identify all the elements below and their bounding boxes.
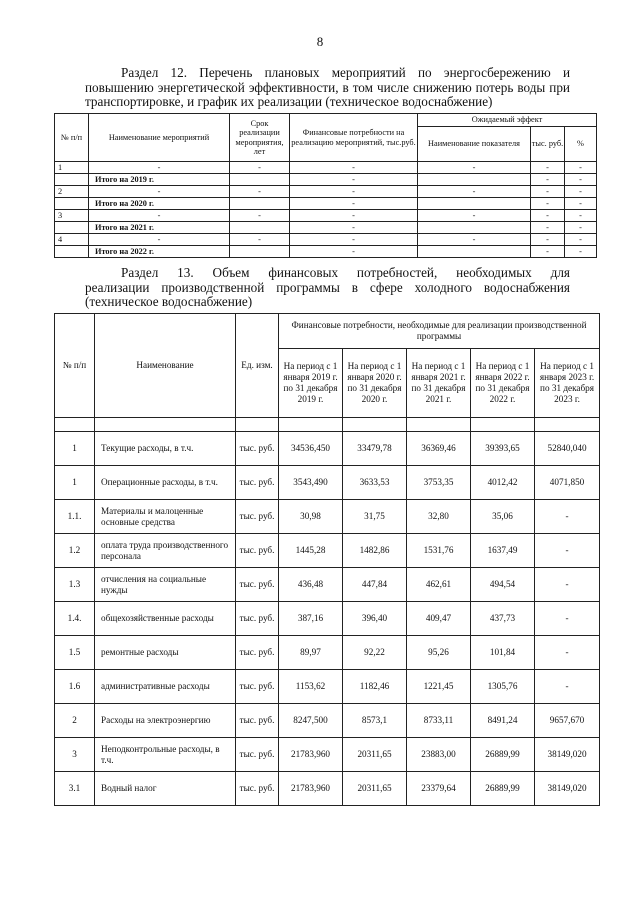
value-cell: 387,16 bbox=[279, 602, 343, 636]
empty-cell bbox=[418, 198, 531, 210]
spacer-cell bbox=[343, 418, 407, 432]
row-unit: тыс. руб. bbox=[236, 602, 279, 636]
section-13-heading-rest: реализации производственной программы в сфере холодного водоснабжения (техническое водоснабжение) bbox=[85, 279, 570, 309]
col-num-header: № п/п bbox=[55, 314, 95, 418]
finance-cell: - bbox=[290, 162, 418, 174]
empty-cell bbox=[55, 174, 89, 186]
row-number: 1.5 bbox=[55, 636, 95, 670]
row-unit: тыс. руб. bbox=[236, 772, 279, 806]
col-effect-name-header: Наименование показателя bbox=[418, 127, 531, 162]
value-cell: 21783,960 bbox=[279, 772, 343, 806]
value-cell: 3543,490 bbox=[279, 466, 343, 500]
spacer-cell bbox=[407, 418, 471, 432]
spacer-row bbox=[55, 418, 600, 432]
empty-cell bbox=[55, 246, 89, 258]
value-cell: 1531,76 bbox=[407, 534, 471, 568]
table-row bbox=[55, 186, 597, 198]
value-cell: 396,40 bbox=[343, 602, 407, 636]
effect-pct-cell: - bbox=[565, 234, 597, 246]
effect-pct-cell: - bbox=[565, 174, 597, 186]
row-name: оплата труда производственного персонала bbox=[95, 534, 236, 568]
total-row bbox=[55, 246, 597, 258]
effect-pct-cell: - bbox=[565, 162, 597, 174]
effect-rub-cell: - bbox=[531, 174, 565, 186]
value-cell: 38149,020 bbox=[535, 772, 600, 806]
table-row bbox=[55, 568, 600, 602]
value-cell: - bbox=[535, 602, 600, 636]
value-cell: - bbox=[535, 534, 600, 568]
measure-name: - bbox=[89, 234, 230, 246]
row-name: Расходы на электроэнергию bbox=[95, 704, 236, 738]
col-name-header: Наименование bbox=[95, 314, 236, 418]
value-cell: 447,84 bbox=[343, 568, 407, 602]
period-header: На период с 1 января 2023 г. по 31 декабря 2023 г. bbox=[535, 349, 600, 418]
value-cell: 494,54 bbox=[471, 568, 535, 602]
effect-rub-cell: - bbox=[531, 186, 565, 198]
value-cell: 436,48 bbox=[279, 568, 343, 602]
value-cell: - bbox=[535, 670, 600, 704]
effect-rub-cell: - bbox=[531, 210, 565, 222]
finance-cell: - bbox=[290, 210, 418, 222]
spacer-cell bbox=[95, 418, 236, 432]
row-name: административные расходы bbox=[95, 670, 236, 704]
effect-pct-cell: - bbox=[565, 198, 597, 210]
effect-rub-cell: - bbox=[531, 222, 565, 234]
value-cell: 1153,62 bbox=[279, 670, 343, 704]
value-cell: 31,75 bbox=[343, 500, 407, 534]
measures-table-body bbox=[55, 162, 597, 258]
row-unit: тыс. руб. bbox=[236, 568, 279, 602]
value-cell: 36369,46 bbox=[407, 432, 471, 466]
row-number: 3.1 bbox=[55, 772, 95, 806]
finance-cell: - bbox=[290, 234, 418, 246]
value-cell: 437,73 bbox=[471, 602, 535, 636]
value-cell: 38149,020 bbox=[535, 738, 600, 772]
row-unit: тыс. руб. bbox=[236, 500, 279, 534]
row-number: 1 bbox=[55, 432, 95, 466]
period-header: На период с 1 января 2020 г. по 31 декабря 2020 г. bbox=[343, 349, 407, 418]
table-row bbox=[55, 636, 600, 670]
empty-cell bbox=[418, 246, 531, 258]
section-12-heading bbox=[85, 66, 570, 110]
empty-cell bbox=[418, 222, 531, 234]
col-term-header: Срок реализации мероприятия, лет bbox=[230, 114, 290, 162]
effect-name-cell: - bbox=[418, 210, 531, 222]
value-cell: 1637,49 bbox=[471, 534, 535, 568]
row-unit: тыс. руб. bbox=[236, 636, 279, 670]
value-cell: 20311,65 bbox=[343, 772, 407, 806]
value-cell: 30,98 bbox=[279, 500, 343, 534]
row-number: 2 bbox=[55, 186, 89, 198]
value-cell: 1182,46 bbox=[343, 670, 407, 704]
value-cell: 95,26 bbox=[407, 636, 471, 670]
value-cell: 39393,65 bbox=[471, 432, 535, 466]
row-number: 1.3 bbox=[55, 568, 95, 602]
value-cell: 409,47 bbox=[407, 602, 471, 636]
spacer-cell bbox=[55, 418, 95, 432]
table-row bbox=[55, 534, 600, 568]
value-cell: 23883,00 bbox=[407, 738, 471, 772]
row-number: 3 bbox=[55, 210, 89, 222]
row-name: Водный налог bbox=[95, 772, 236, 806]
effect-rub-cell: - bbox=[531, 246, 565, 258]
empty-cell bbox=[55, 198, 89, 210]
row-number: 1.6 bbox=[55, 670, 95, 704]
value-cell: 32,80 bbox=[407, 500, 471, 534]
value-cell: 8733,11 bbox=[407, 704, 471, 738]
col-name-header: Наименование мероприятий bbox=[89, 114, 230, 162]
spacer-cell bbox=[279, 418, 343, 432]
table-row bbox=[55, 670, 600, 704]
row-number: 1.4. bbox=[55, 602, 95, 636]
col-group-header: Финансовые потребности, необходимые для реализации производственной программы bbox=[279, 314, 600, 349]
total-row bbox=[55, 198, 597, 210]
effect-pct-cell: - bbox=[565, 222, 597, 234]
period-header: На период с 1 января 2019 г. по 31 декабря 2019 г. bbox=[279, 349, 343, 418]
col-num-header: № п/п bbox=[55, 114, 89, 162]
value-cell: 21783,960 bbox=[279, 738, 343, 772]
value-cell: 26889,99 bbox=[471, 772, 535, 806]
spacer-cell bbox=[236, 418, 279, 432]
empty-cell bbox=[230, 198, 290, 210]
row-number: 4 bbox=[55, 234, 89, 246]
finance-cell: - bbox=[290, 246, 418, 258]
effect-pct-cell: - bbox=[565, 246, 597, 258]
value-cell: 1221,45 bbox=[407, 670, 471, 704]
row-unit: тыс. руб. bbox=[236, 534, 279, 568]
row-unit: тыс. руб. bbox=[236, 670, 279, 704]
table-row bbox=[55, 210, 597, 222]
value-cell: 101,84 bbox=[471, 636, 535, 670]
col-effect-header: Ожидаемый эффект bbox=[418, 114, 597, 127]
finance-table bbox=[54, 313, 600, 806]
empty-cell bbox=[230, 174, 290, 186]
row-unit: тыс. руб. bbox=[236, 466, 279, 500]
row-number: 1.2 bbox=[55, 534, 95, 568]
value-cell: 8247,500 bbox=[279, 704, 343, 738]
row-name: отчисления на социальные нужды bbox=[95, 568, 236, 602]
total-label: Итого на 2022 г. bbox=[89, 246, 230, 258]
period-header: На период с 1 января 2022 г. по 31 декабря 2022 г. bbox=[471, 349, 535, 418]
col-finance-header: Финансовые потребности на реализацию мероприятий, тыс.руб. bbox=[290, 114, 418, 162]
term-cell: - bbox=[230, 210, 290, 222]
term-cell: - bbox=[230, 162, 290, 174]
row-number: 1 bbox=[55, 466, 95, 500]
section-12-heading-rest: повышению энергетической эффективности, в том числе снижению потерь воды при транспортировке, и график их реализации (техническое водоснабжение) bbox=[85, 79, 570, 109]
value-cell: 1445,28 bbox=[279, 534, 343, 568]
effect-rub-cell: - bbox=[531, 198, 565, 210]
row-unit: тыс. руб. bbox=[236, 704, 279, 738]
term-cell: - bbox=[230, 186, 290, 198]
empty-cell bbox=[418, 174, 531, 186]
table-row bbox=[55, 738, 600, 772]
spacer-cell bbox=[535, 418, 600, 432]
effect-rub-cell: - bbox=[531, 234, 565, 246]
value-cell: 3633,53 bbox=[343, 466, 407, 500]
table-row bbox=[55, 466, 600, 500]
row-name: ремонтные расходы bbox=[95, 636, 236, 670]
value-cell: 9657,670 bbox=[535, 704, 600, 738]
value-cell: - bbox=[535, 500, 600, 534]
empty-cell bbox=[230, 222, 290, 234]
col-effect-rub-header: тыс. руб. bbox=[531, 127, 565, 162]
finance-cell: - bbox=[290, 186, 418, 198]
row-number: 2 bbox=[55, 704, 95, 738]
table-row bbox=[55, 500, 600, 534]
col-effect-pct-header: % bbox=[565, 127, 597, 162]
effect-pct-cell: - bbox=[565, 186, 597, 198]
row-name: Неподконтрольные расходы, в т.ч. bbox=[95, 738, 236, 772]
section-13-heading-line1: Раздел 13. Объем финансовых потребностей, необходимых для bbox=[121, 265, 570, 280]
value-cell: 8573,1 bbox=[343, 704, 407, 738]
value-cell: 52840,040 bbox=[535, 432, 600, 466]
table-row bbox=[55, 704, 600, 738]
total-row bbox=[55, 222, 597, 234]
section-13-heading bbox=[85, 266, 570, 310]
finance-table-body bbox=[55, 418, 600, 806]
effect-name-cell: - bbox=[418, 186, 531, 198]
col-unit-header: Ед. изм. bbox=[236, 314, 279, 418]
table-row bbox=[55, 162, 597, 174]
value-cell: 1482,86 bbox=[343, 534, 407, 568]
value-cell: 8491,24 bbox=[471, 704, 535, 738]
table-row bbox=[55, 432, 600, 466]
value-cell: 33479,78 bbox=[343, 432, 407, 466]
value-cell: 34536,450 bbox=[279, 432, 343, 466]
measures-table bbox=[54, 113, 597, 258]
finance-cell: - bbox=[290, 198, 418, 210]
table-row bbox=[55, 602, 600, 636]
section-12-heading-line1: Раздел 12. Перечень плановых мероприятий по энергосбережению и bbox=[121, 65, 570, 80]
finance-cell: - bbox=[290, 174, 418, 186]
measure-name: - bbox=[89, 162, 230, 174]
term-cell: - bbox=[230, 234, 290, 246]
row-number: 1.1. bbox=[55, 500, 95, 534]
effect-name-cell: - bbox=[418, 234, 531, 246]
finance-cell: - bbox=[290, 222, 418, 234]
value-cell: - bbox=[535, 568, 600, 602]
value-cell: 4012,42 bbox=[471, 466, 535, 500]
empty-cell bbox=[230, 246, 290, 258]
value-cell: 4071,850 bbox=[535, 466, 600, 500]
total-row bbox=[55, 174, 597, 186]
total-label: Итого на 2020 г. bbox=[89, 198, 230, 210]
spacer-cell bbox=[471, 418, 535, 432]
measure-name: - bbox=[89, 210, 230, 222]
total-label: Итого на 2021 г. bbox=[89, 222, 230, 234]
row-unit: тыс. руб. bbox=[236, 432, 279, 466]
value-cell: 1305,76 bbox=[471, 670, 535, 704]
value-cell: - bbox=[535, 636, 600, 670]
measure-name: - bbox=[89, 186, 230, 198]
value-cell: 92,22 bbox=[343, 636, 407, 670]
value-cell: 20311,65 bbox=[343, 738, 407, 772]
table-row bbox=[55, 772, 600, 806]
value-cell: 35,06 bbox=[471, 500, 535, 534]
value-cell: 462,61 bbox=[407, 568, 471, 602]
row-name: Материалы и малоценные основные средства bbox=[95, 500, 236, 534]
row-name: Текущие расходы, в т.ч. bbox=[95, 432, 236, 466]
total-label: Итого на 2019 г. bbox=[89, 174, 230, 186]
effect-pct-cell: - bbox=[565, 210, 597, 222]
effect-rub-cell: - bbox=[531, 162, 565, 174]
effect-name-cell: - bbox=[418, 162, 531, 174]
page-number: 8 bbox=[316, 34, 324, 49]
value-cell: 23379,64 bbox=[407, 772, 471, 806]
row-name: общехозяйственные расходы bbox=[95, 602, 236, 636]
empty-cell bbox=[55, 222, 89, 234]
value-cell: 3753,35 bbox=[407, 466, 471, 500]
row-number: 3 bbox=[55, 738, 95, 772]
value-cell: 26889,99 bbox=[471, 738, 535, 772]
row-unit: тыс. руб. bbox=[236, 738, 279, 772]
row-name: Операционные расходы, в т.ч. bbox=[95, 466, 236, 500]
value-cell: 89,97 bbox=[279, 636, 343, 670]
period-header: На период с 1 января 2021 г. по 31 декабря 2021 г. bbox=[407, 349, 471, 418]
table-row bbox=[55, 234, 597, 246]
row-number: 1 bbox=[55, 162, 89, 174]
